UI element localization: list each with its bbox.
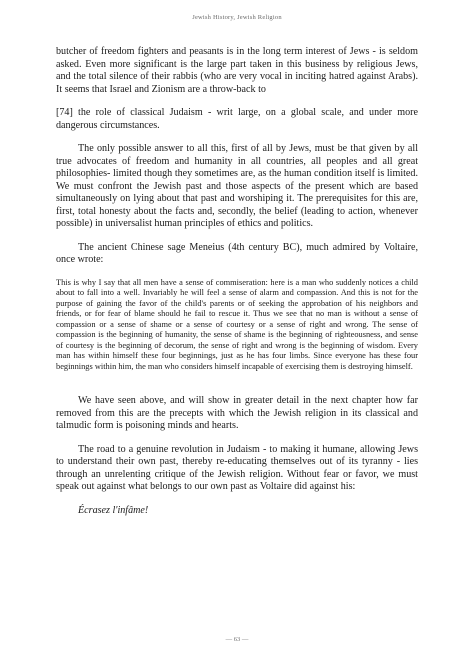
block-quote: This is why I say that all men have a sense of commiseration: here is a man who suddenly notices a child about to fall into a well. Invariably he will feel a sense of alarm and compassion. And this is not for the purpose of gaining the favor of the child's parents or of seeking the approbation of his neighbors and friends, or for fear of blame should he fail to rescue it. Thus we see that no man is without a sense of compassion or a sense of shame or a sense of courtesy or a sense of right and wrong. The sense of compassion is the beginning of humanity, the sense of shame is the beginning of righteousness, and sense of courtesy is the beginning of decorum, the sense of right and wrong is the beginning of wisdom. Every man has within himself these four beginnings, just as he has four limbs. Since everyone has these four beginnings within him, the man who considers himself incapable of exercising them is destroying himself. [56,277,418,371]
paragraph: We have seen above, and will show in greater detail in the next chapter how far removed from this are the precepts with which the Jewish religion in its classical and talmudic form is poisoning minds and hearts. [56,395,418,431]
page-number: — 63 — [225,636,249,643]
paragraph: butcher of freedom fighters and peasants is in the long term interest of Jews - is seldom asked. Even more significant is the large part taken in this business by religious Jews, and the total silence of their rabbis (who are very vocal in inciting hatred against Arabs). It seems that Israel and Zionism are a throw-back to [56,46,418,95]
paragraph: [74] the role of classical Judaism - writ large, on a global scale, and under more dangerous circumstances. [56,107,418,131]
paragraph: The road to a genuine revolution in Judaism - to making it humane, allowing Jews to understand their own past, thereby re-educating themselves out of its tyranny - lies through an unrelenting critique of the Jewish religion. Without fear or favor, we must speak out against what belongs to our own past as Voltaire did against his: [56,443,418,492]
running-header: Jewish History, Jewish Religion [192,14,282,21]
body-text [56,46,418,528]
paragraph: The only possible answer to all this, first of all by Jews, must be that given by all true advocates of freedom and humanity in all countries, all peoples and all great philosophies- limited though they sometimes are, as the human condition itself is limited. We must confront the Jewish past and those aspects of the present which are based simultaneously on lying about that past and worshiping it. The prerequisites for this are, first, total honesty about the facts and, secondly, the belief (leading to action, whenever possible) in universalist human principles of ethics and politics. [56,143,418,229]
motto: Écrasez l'infâme! [78,504,149,516]
paragraph: The ancient Chinese sage Meneius (4th century BC), much admired by Voltaire, once wrote: [56,241,418,265]
